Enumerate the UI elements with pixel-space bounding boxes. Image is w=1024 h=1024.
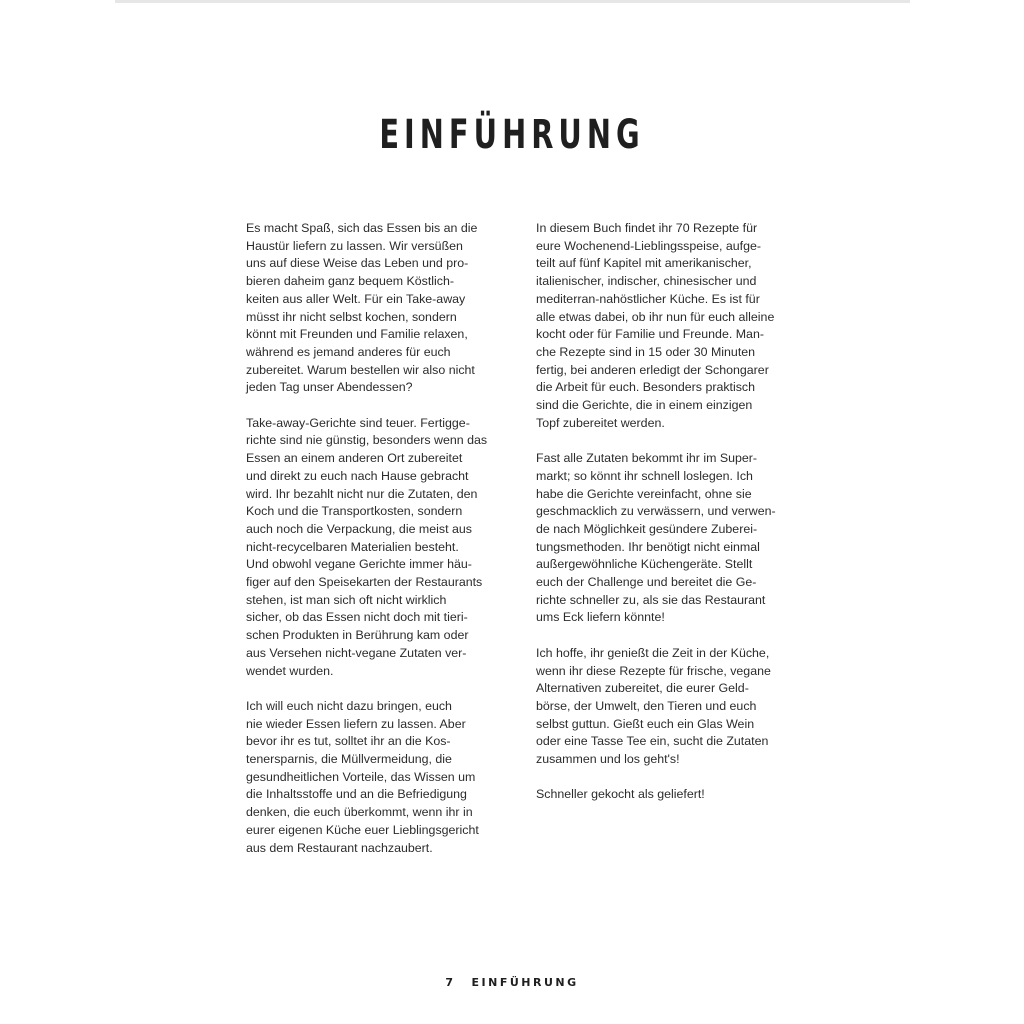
paragraph	[246, 698, 516, 857]
text-line: und direkt zu euch nach Hause gebracht	[246, 468, 469, 483]
text-line: ums Eck liefern könnte!	[536, 610, 665, 625]
text-line: Ich hoffe, ihr genießt die Zeit in der Küche,	[536, 645, 770, 660]
text-line: tungsmethoden. Ihr benötigt nicht einmal	[536, 539, 760, 554]
text-line: kocht oder für Familie und Freunde. Man-	[536, 327, 764, 342]
text-line: de nach Möglichkeit gesündere Zuberei-	[536, 521, 758, 536]
text-column-right	[536, 220, 806, 822]
text-line: jeden Tag unser Abendessen?	[246, 380, 413, 395]
text-line: habe die Gerichte vereinfacht, ohne sie	[536, 486, 752, 501]
text-line: tenersparnis, die Müllvermeidung, die	[246, 752, 452, 767]
text-line: uns auf diese Weise das Leben und pro-	[246, 256, 469, 271]
text-line: zubereitet. Warum bestellen wir also nicht	[246, 362, 475, 377]
text-line: Und obwohl vegane Gerichte immer häu-	[246, 557, 472, 572]
text-line: sicher, ob das Essen nicht doch mit tieri-	[246, 610, 468, 625]
text-line: Ich will euch nicht dazu bringen, euch	[246, 698, 452, 713]
text-line: nie wieder Essen liefern zu lassen. Aber	[246, 716, 466, 731]
text-line: müsst ihr nicht selbst kochen, sondern	[246, 309, 457, 324]
text-line: Alternativen zubereitet, die eurer Geld-	[536, 681, 749, 696]
text-line: Essen an einem anderen Ort zubereitet	[246, 451, 463, 466]
paragraph	[536, 786, 806, 804]
paragraph	[536, 220, 806, 432]
text-line: eure Wochenend-Lieblingsspeise, aufge-	[536, 238, 762, 253]
text-line: Take-away-Gerichte sind teuer. Fertigge-	[246, 415, 470, 430]
page-number: 7	[445, 976, 456, 989]
text-line: Schneller gekocht als geliefert!	[536, 787, 705, 802]
text-line: während es jemand anderes für euch	[246, 344, 451, 359]
text-line: könnt mit Freunden und Familie relaxen,	[246, 327, 468, 342]
text-line: die Arbeit für euch. Besonders praktisch	[536, 380, 756, 395]
text-line: gesundheitlichen Vorteile, das Wissen um	[246, 769, 476, 784]
text-line: selbst guttun. Gießt euch ein Glas Wein	[536, 716, 755, 731]
text-line: keiten aus aller Welt. Für ein Take-away	[246, 291, 466, 306]
footer-section-title: EINFÜHRUNG	[471, 976, 579, 989]
text-line: schen Produkten in Berührung kam oder	[246, 628, 469, 643]
text-line: richte schneller zu, als sie das Restaurant	[536, 592, 766, 607]
text-line: che Rezepte sind in 15 oder 30 Minuten	[536, 344, 756, 359]
text-line: bevor ihr es tut, solltet ihr an die Kos-	[246, 734, 451, 749]
text-line: oder eine Tasse Tee ein, sucht die Zutaten	[536, 734, 769, 749]
text-line: die Inhaltsstoffe und an die Befriedigung	[246, 787, 467, 802]
text-line: eurer eigenen Küche euer Lieblingsgericht	[246, 822, 479, 837]
text-line: auch noch die Verpackung, die meist aus	[246, 521, 472, 536]
paragraph	[246, 220, 516, 397]
text-line: alle etwas dabei, ob ihr nun für euch alleine	[536, 309, 775, 324]
page-footer	[0, 976, 1024, 989]
text-line: bieren daheim ganz bequem Köstlich-	[246, 274, 455, 289]
text-line: richte sind nie günstig, besonders wenn das	[246, 433, 488, 448]
text-line: stehen, ist man sich oft nicht wirklich	[246, 592, 447, 607]
text-line: denken, die euch überkommt, wenn ihr in	[246, 805, 473, 820]
text-line: Topf zubereitet werden.	[536, 415, 665, 430]
text-column-left	[246, 220, 516, 875]
text-line: aus Versehen nicht-vegane Zutaten ver-	[246, 645, 467, 660]
text-line: mediterran-nahöstlicher Küche. Es ist für	[536, 291, 760, 306]
text-line: wird. Ihr bezahlt nicht nur die Zutaten, den	[246, 486, 478, 501]
text-line: nicht-recycelbaren Materialien besteht.	[246, 539, 459, 554]
text-line: italienischer, indischer, chinesischer und	[536, 274, 757, 289]
text-line: markt; so könnt ihr schnell loslegen. Ich	[536, 468, 753, 483]
text-line: Es macht Spaß, sich das Essen bis an die	[246, 221, 478, 235]
page-title: EINFÜHRUNG	[379, 112, 645, 158]
text-line: Koch und die Transportkosten, sondern	[246, 504, 463, 519]
text-line: figer auf den Speisekarten der Restaurants	[246, 575, 483, 590]
text-line: aus dem Restaurant nachzaubert.	[246, 840, 433, 855]
paragraph	[246, 415, 516, 681]
paragraph	[536, 450, 806, 627]
text-line: In diesem Buch findet ihr 70 Rezepte für	[536, 221, 758, 235]
text-line: Haustür liefern zu lassen. Wir versüßen	[246, 238, 463, 253]
top-edge-rule	[115, 0, 910, 3]
paragraph	[536, 645, 806, 769]
text-line: wendet wurden.	[246, 663, 334, 678]
text-line: euch der Challenge und bereitet die Ge-	[536, 575, 757, 590]
text-line: zusammen und los geht's!	[536, 752, 680, 767]
text-line: sind die Gerichte, die in einem einzigen	[536, 398, 753, 413]
text-line: wenn ihr diese Rezepte für frische, vegane	[536, 663, 771, 678]
text-line: teilt auf fünf Kapitel mit amerikanischer,	[536, 256, 752, 271]
text-line: geschmacklich zu verwässern, und verwen-	[536, 504, 776, 519]
text-line: Fast alle Zutaten bekommt ihr im Super-	[536, 451, 758, 466]
text-line: börse, der Umwelt, den Tieren und euch	[536, 698, 757, 713]
text-line: fertig, bei anderen erledigt der Schongarer	[536, 362, 769, 377]
text-line: außergewöhnliche Küchengeräte. Stellt	[536, 557, 753, 572]
